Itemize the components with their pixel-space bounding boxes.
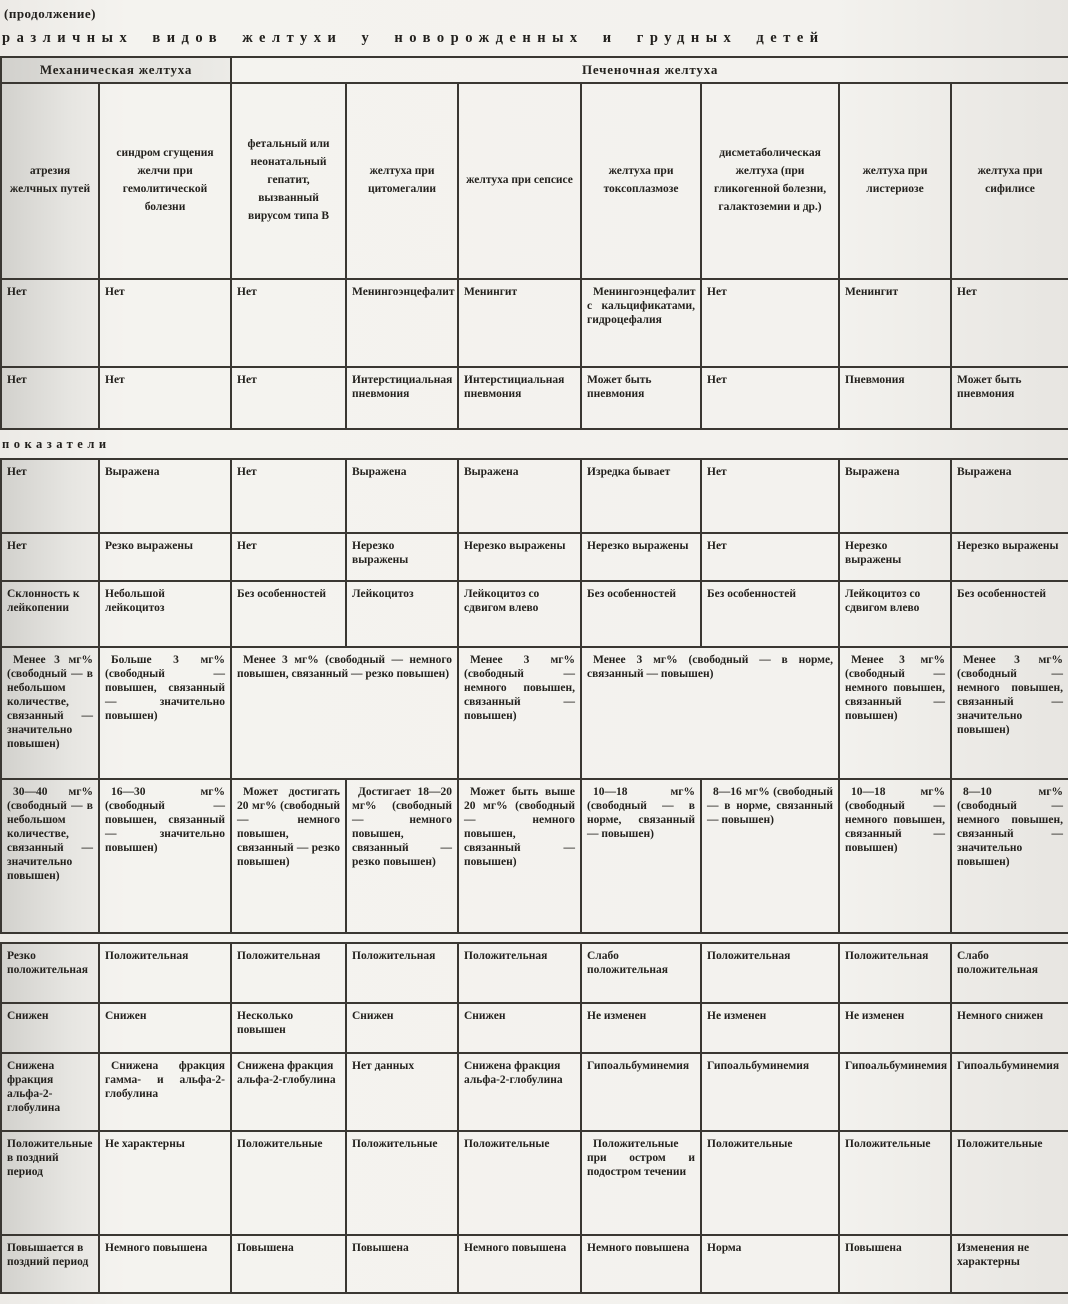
table-cell: Менее 3 мг% (свободный — немного повышен, связанный — резко повышен)	[231, 647, 458, 779]
group-header-mechanical: Механическая желтуха	[1, 57, 231, 83]
table-cell: Снижена фракция гамма- и альфа-2-глобулина	[99, 1053, 231, 1131]
table-cell: Снижен	[458, 1003, 581, 1053]
table-cell: Немного повышена	[458, 1235, 581, 1293]
table-body-bottom	[1, 943, 1068, 1293]
table-cell: Выражена	[951, 459, 1068, 533]
table-cell: Изменения не характерны	[951, 1235, 1068, 1293]
table-cell: Положительные	[701, 1131, 839, 1235]
table-cell: Норма	[701, 1235, 839, 1293]
table-cell: Небольшой лейкоцитоз	[99, 581, 231, 647]
table-cell: Лейкоцитоз со сдвигом влево	[458, 581, 581, 647]
table-block-gap	[0, 934, 1068, 942]
table-cell: Не изменен	[581, 1003, 701, 1053]
table-cell: Положительная	[701, 943, 839, 1003]
table-cell: Немного снижен	[951, 1003, 1068, 1053]
section-label-indicators: показатели	[2, 437, 111, 451]
table-cell: Достигает 18—20 мг% (свободный — немного повышен, связанный — резко повышен)	[346, 779, 458, 933]
table-cell: Выражена	[458, 459, 581, 533]
column-header-5: желтуха при сепсисе	[458, 83, 581, 279]
table-cell: Больше 3 мг% (свободный — повышен, связанный — значительно повышен)	[99, 647, 231, 779]
table-cell: Положительные	[458, 1131, 581, 1235]
group-header-row	[1, 57, 1068, 83]
table-cell: Гипоальбуминемия	[951, 1053, 1068, 1131]
column-header-4: желтуха при цитомегалии	[346, 83, 458, 279]
table-cell: Без особенностей	[951, 581, 1068, 647]
table-cell: Менее 3 мг% (свободный — немного повышен, связанный — повышен)	[839, 647, 951, 779]
table-row	[1, 279, 1068, 367]
table-cell: Менее 3 мг% (свободный — немного повышен, связанный — повышен)	[458, 647, 581, 779]
table-cell: 16—30 мг% (свободный — повышен, связанный — значительно повышен)	[99, 779, 231, 933]
table-cell: Нет	[1, 533, 99, 581]
table-cell: Нет	[99, 367, 231, 429]
table-row	[1, 779, 1068, 933]
table-body-middle	[1, 459, 1068, 933]
table-cell: Положительная	[458, 943, 581, 1003]
table-cell: Выражена	[99, 459, 231, 533]
table-cell: Без особенностей	[581, 581, 701, 647]
table-row	[1, 367, 1068, 429]
table-cell: Немного повышена	[99, 1235, 231, 1293]
table-cell: Менее 3 мг% (свободный — в небольшом количестве, связанный — значительно повышен)	[1, 647, 99, 779]
table-cell: Менее 3 мг% (свободный — немного повышен, связанный — значительно повышен)	[951, 647, 1068, 779]
table-cell: Положительная	[99, 943, 231, 1003]
table-row	[1, 647, 1068, 779]
table-row	[1, 459, 1068, 533]
table-cell: Нет	[99, 279, 231, 367]
table-cell: Интерстициальная пневмония	[346, 367, 458, 429]
table-cell: Менингоэнцефалит с кальцификатами, гидроцефалия	[581, 279, 701, 367]
page-title: различных видов желтухи у новорожденных и грудных детей	[2, 30, 825, 46]
jaundice-table-bottom-block	[0, 942, 1068, 1294]
table-cell: Без особенностей	[231, 581, 346, 647]
column-header-6: желтуха при токсоплазмозе	[581, 83, 701, 279]
table-cell: Нет	[951, 279, 1068, 367]
table-cell: Может быть пневмония	[951, 367, 1068, 429]
jaundice-table-header-block	[0, 56, 1068, 430]
table-cell: 8—10 мг% (свободный — немного повышен, связанный — значительно повышен)	[951, 779, 1068, 933]
table-cell: Нет	[701, 367, 839, 429]
table-cell: Пневмония	[839, 367, 951, 429]
table-cell: Нет данных	[346, 1053, 458, 1131]
table-cell: Снижена фракция альфа-2-глобулина	[458, 1053, 581, 1131]
table-cell: Положительная	[231, 943, 346, 1003]
table-cell: Может быть пневмония	[581, 367, 701, 429]
column-header-7: дисметаболическая желтуха (при гликогенной болезни, галактоземии и др.)	[701, 83, 839, 279]
table-cell: Гипоальбуминемия	[839, 1053, 951, 1131]
table-cell: Интерстициальная пневмония	[458, 367, 581, 429]
table-cell: 30—40 мг% (свободный — в небольшом количестве, связанный — значительно повышен)	[1, 779, 99, 933]
table-cell: Повышена	[346, 1235, 458, 1293]
table-cell: Положительная	[839, 943, 951, 1003]
table-cell: Нет	[701, 459, 839, 533]
table-cell: Гипоальбуминемия	[581, 1053, 701, 1131]
table-cell: Менингит	[458, 279, 581, 367]
table-cell: Лейкоцитоз со сдвигом влево	[839, 581, 951, 647]
table-cell: Нет	[701, 533, 839, 581]
table-cell: Менингит	[839, 279, 951, 367]
table-cell: Повышается в поздний период	[1, 1235, 99, 1293]
table-row	[1, 943, 1068, 1003]
table-cell: Выражена	[346, 459, 458, 533]
table-cell: Выражена	[839, 459, 951, 533]
table-cell: Положительные	[346, 1131, 458, 1235]
table-cell: Положительные	[231, 1131, 346, 1235]
table-cell: Лейкоцитоз	[346, 581, 458, 647]
table-row	[1, 1235, 1068, 1293]
table-cell: Нерезко выражены	[458, 533, 581, 581]
continuation-note: (продолжение)	[4, 6, 96, 21]
table-cell: Снижена фракция альфа-2-глобулина	[1, 1053, 99, 1131]
column-header-8: желтуха при листериозе	[839, 83, 951, 279]
table-cell: 10—18 мг% (свободный — в норме, связанный — повышен)	[581, 779, 701, 933]
table-cell: Нерезко выражены	[839, 533, 951, 581]
table-cell: Положительные	[839, 1131, 951, 1235]
table-cell: Нерезко выражены	[951, 533, 1068, 581]
table-cell: Нет	[231, 367, 346, 429]
table-cell: Снижен	[346, 1003, 458, 1053]
table-cell: Нерезко выражены	[581, 533, 701, 581]
table-cell: Положительные в поздний период	[1, 1131, 99, 1235]
table-cell: Нет	[231, 279, 346, 367]
table-cell: Нет	[1, 367, 99, 429]
table-cell: Слабо положительная	[581, 943, 701, 1003]
table-cell: Положительные при остром и подостром течении	[581, 1131, 701, 1235]
table-cell: 10—18 мг% (свободный — немного повышен, связанный — повышен)	[839, 779, 951, 933]
column-header-1: атрезия желчных путей	[1, 83, 99, 279]
table-cell: Нет	[231, 533, 346, 581]
table-cell: Снижен	[99, 1003, 231, 1053]
table-cell: Не характерны	[99, 1131, 231, 1235]
table-row	[1, 581, 1068, 647]
table-cell: Не изменен	[701, 1003, 839, 1053]
table-cell: Положительная	[346, 943, 458, 1003]
table-row	[1, 533, 1068, 581]
table-cell: Снижен	[1, 1003, 99, 1053]
table-cell: Без особенностей	[701, 581, 839, 647]
table-row	[1, 1131, 1068, 1235]
table-row	[1, 1003, 1068, 1053]
table-cell: Слабо положительная	[951, 943, 1068, 1003]
group-header-hepatic: Печеночная желтуха	[231, 57, 1068, 83]
table-cell: Положительные	[951, 1131, 1068, 1235]
table-cell: Нет	[231, 459, 346, 533]
table-cell: Снижена фракция альфа-2-глобулина	[231, 1053, 346, 1131]
jaundice-table-indicators-block	[0, 458, 1068, 934]
table-cell: 8—16 мг% (свободный — в норме, связанный — повышен)	[701, 779, 839, 933]
column-header-2: синдром сгущения желчи при гемолитической болезни	[99, 83, 231, 279]
table-cell: Нет	[1, 459, 99, 533]
table-cell: Нет	[1, 279, 99, 367]
table-cell: Не изменен	[839, 1003, 951, 1053]
table-cell: Немного повышена	[581, 1235, 701, 1293]
table-cell: Склонность к лейкопении	[1, 581, 99, 647]
table-cell: Несколько повышен	[231, 1003, 346, 1053]
table-cell: Изредка бывает	[581, 459, 701, 533]
table-cell: Повышена	[231, 1235, 346, 1293]
table-cell: Может быть выше 20 мг% (свободный — немного повышен, связанный — повышен)	[458, 779, 581, 933]
table-cell: Менее 3 мг% (свободный — в норме, связанный — повышен)	[581, 647, 839, 779]
table-cell: Резко выражены	[99, 533, 231, 581]
table-cell: Повышена	[839, 1235, 951, 1293]
column-header-row	[1, 83, 1068, 279]
table-cell: Может достигать 20 мг% (свободный — немного повышен, связанный — резко повышен)	[231, 779, 346, 933]
table-cell: Нерезко выражены	[346, 533, 458, 581]
table-row	[1, 1053, 1068, 1131]
column-header-3: фетальный или неонатальный гепатит, вызванный вирусом типа В	[231, 83, 346, 279]
table-body-top	[1, 279, 1068, 429]
table-cell: Нет	[701, 279, 839, 367]
column-header-9: желтуха при сифилисе	[951, 83, 1068, 279]
table-cell: Менингоэнцефалит	[346, 279, 458, 367]
table-cell: Гипоальбуминемия	[701, 1053, 839, 1131]
table-cell: Резко положительная	[1, 943, 99, 1003]
